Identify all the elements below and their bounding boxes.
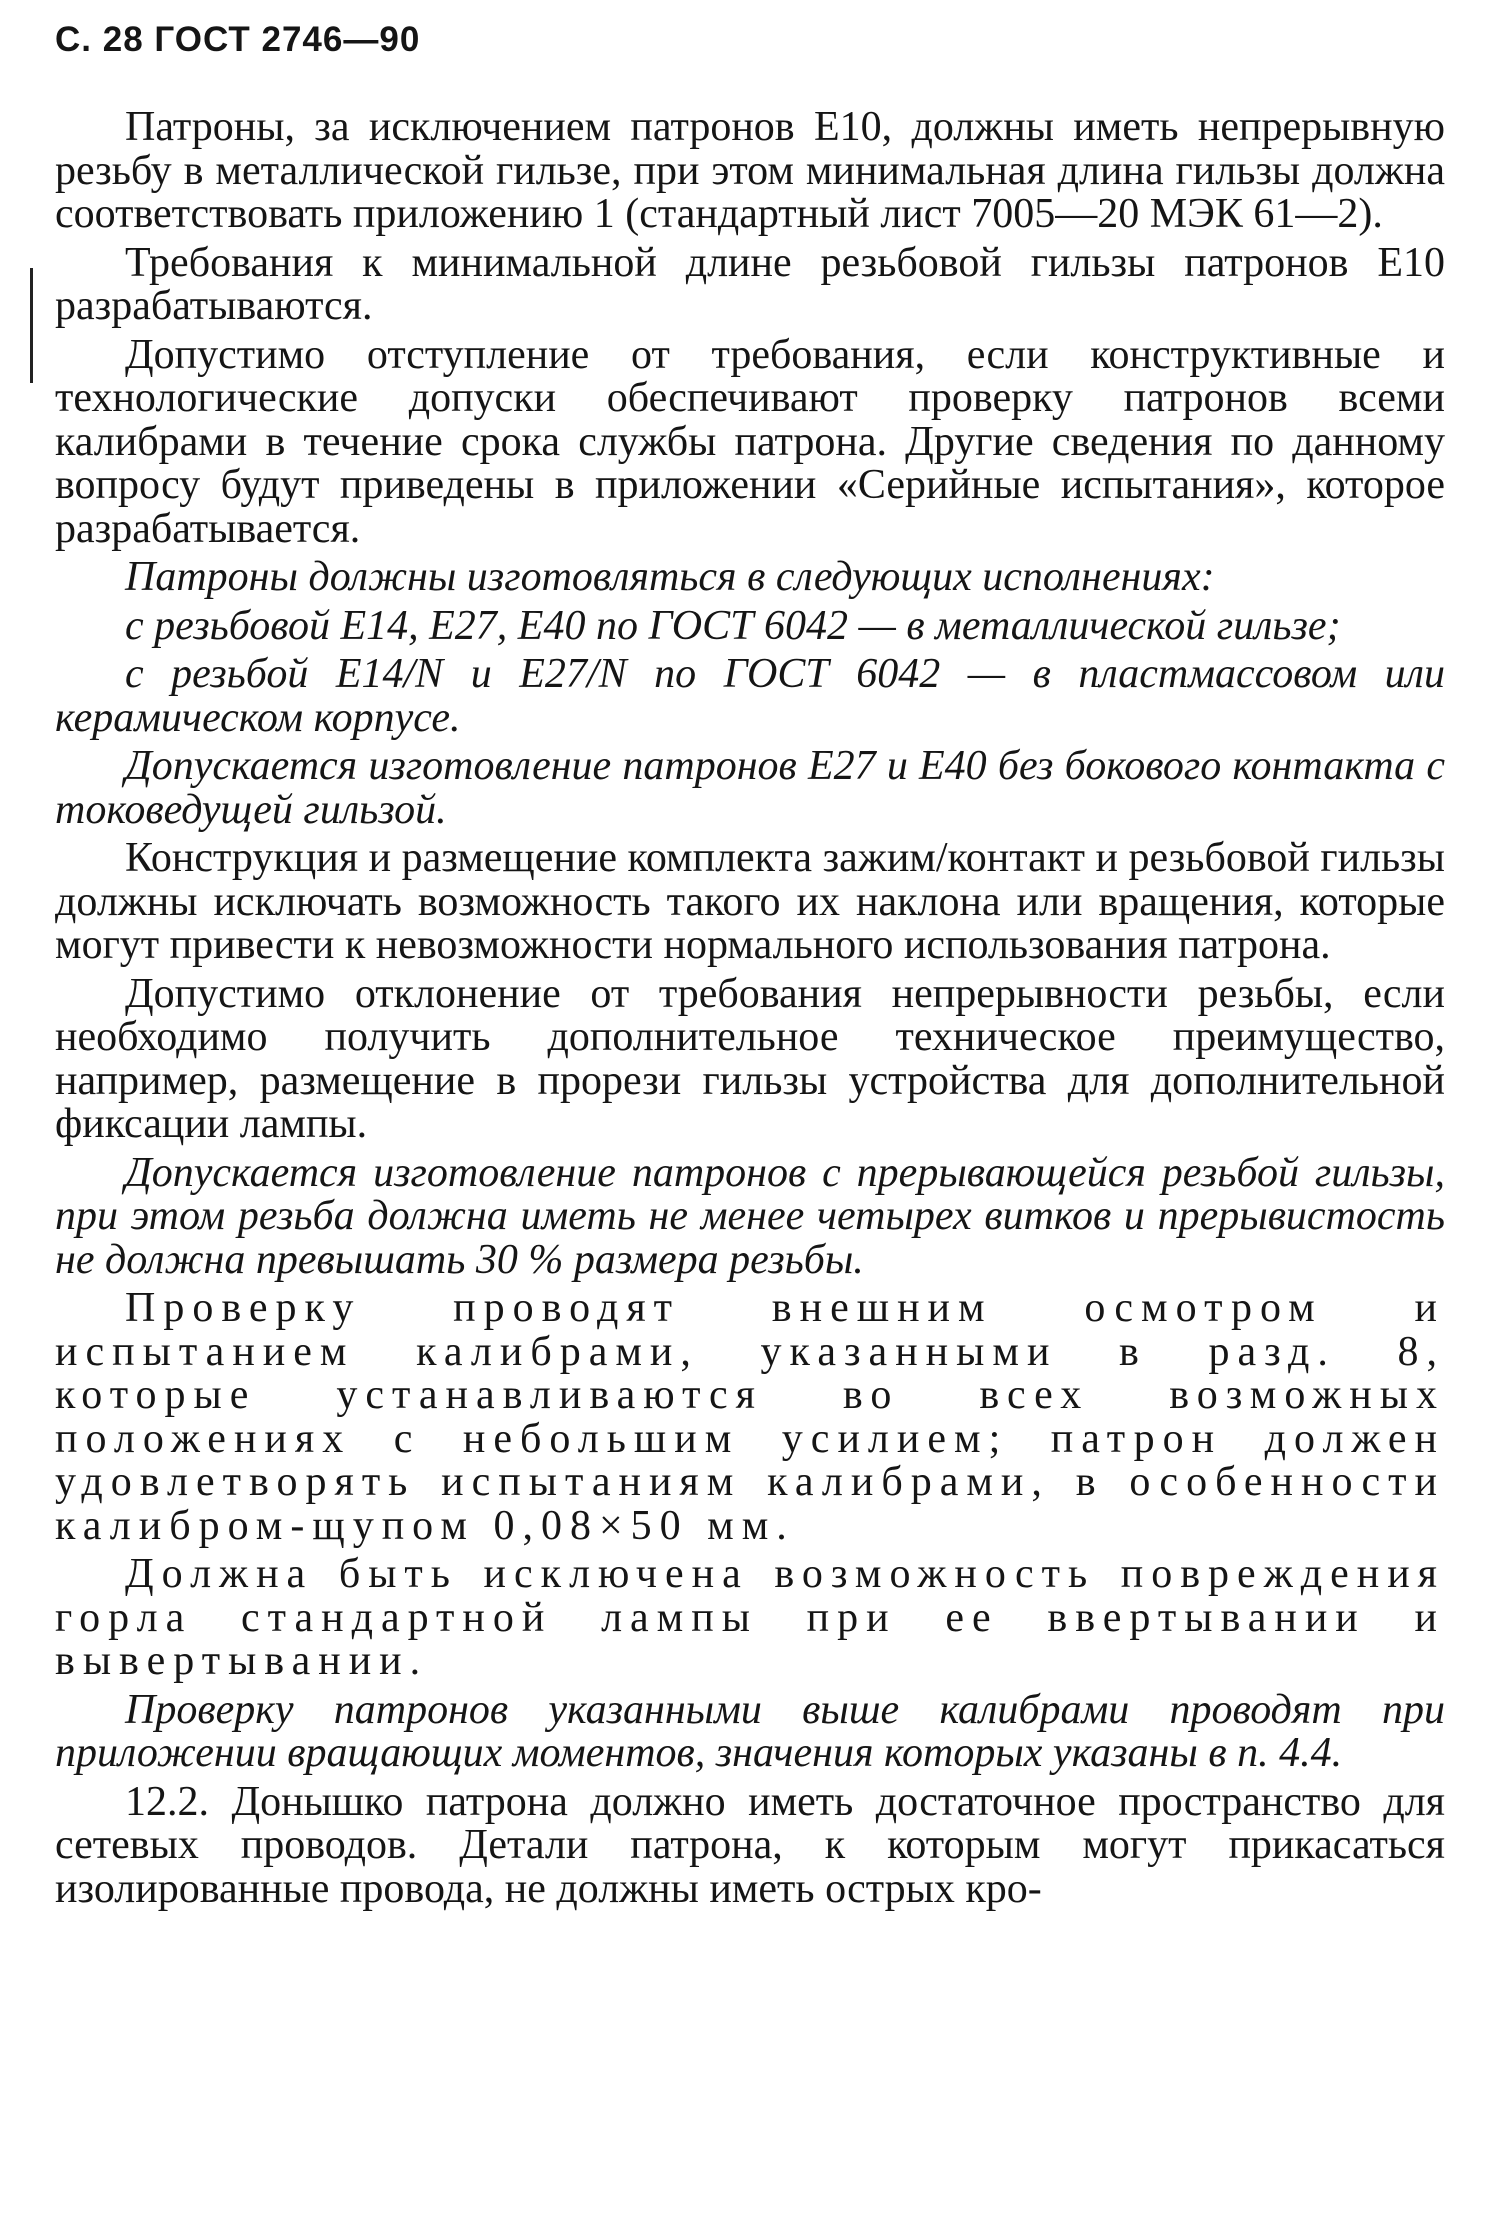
paragraph-lamp-damage: Должна быть исключена возможность повреждения горла стандартной лампы при ее ввертывании и вывертывании.: [55, 1551, 1445, 1684]
paragraph-e10-requirements: Требования к минимальной длине резьбовой гильзы патронов Е10 разрабатываются.: [55, 239, 1445, 329]
paragraph-thread-deviation: Допустимо отклонение от требования непрерывности резьбы, если необходимо получить дополнительное техническое преимущество, например, размещение в прорези гильзы устройства для дополнительной фиксации лампы.: [55, 970, 1445, 1147]
paragraph-side-contact: Допускается изготовление патронов Е27 и Е40 без бокового контакта с токоведущей гильзой.: [55, 743, 1445, 833]
paragraph-cartridges-thread: Патроны, за исключением патронов Е10, должны иметь непрерывную резьбу в металлической гильзе, при этом минимальная длина гильзы должна соответствовать приложению 1 (стандартный лист 7005—20 МЭК 61—2).: [55, 104, 1445, 237]
paragraph-allowed-deviation: Допустимо отступление от требования, если конструктивные и технологические допуски обеспечивают проверку патронов всеми калибрами в течение срока службы патрона. Другие сведения по данному вопросу будут приведены в приложении «Серийные испытания», которое разрабатывается.: [55, 331, 1445, 552]
paragraph-inspection: Проверку проводят внешним осмотром и испытанием калибрами, указанными в разд. 8, которые устанавливаются во всех возможных положениях с небольшим усилием; патрон должен удовлетворять испытаниям калибрами, в особенности калибром-щупом 0,08×50 мм.: [55, 1285, 1445, 1549]
page-header: С. 28 ГОСТ 2746—90: [55, 20, 421, 59]
paragraph-version-plastic: с резьбой Е14/N и Е27/N по ГОСТ 6042 — в пластмассовом или керамическом корпусе.: [55, 651, 1445, 741]
paragraph-construction: Конструкция и размещение комплекта зажим/контакт и резьбовой гильзы должны исключать возможность такого их наклона или вращения, которые могут привести к невозможности нормального использования патрона.: [55, 835, 1445, 968]
revision-margin-bar: [30, 268, 33, 383]
paragraph-versions-intro: Патроны должны изготовляться в следующих исполнениях:: [125, 554, 1215, 600]
paragraph-interrupted-thread: Допускается изготовление патронов с прерывающейся резьбой гильзы, при этом резьба должна иметь не менее четырех витков и прерывистость не должна превышать 30 % размера резьбы.: [55, 1149, 1445, 1283]
paragraph-torque-check: Проверку патронов указанными выше калибрами проводят при приложении вращающих моментов, значения которых указаны в п. 4.4.: [55, 1686, 1445, 1776]
document-page: [55, 20, 1445, 1911]
paragraph-version-metal: с резьбовой Е14, Е27, Е40 по ГОСТ 6042 — в металлической гильзе;: [125, 602, 1341, 649]
paragraph-section-12-2: 12.2. Донышко патрона должно иметь достаточное пространство для сетевых проводов. Детали патрона, к которым могут прикасаться изолированные провода, не должны иметь острых кро-: [55, 1778, 1445, 1912]
